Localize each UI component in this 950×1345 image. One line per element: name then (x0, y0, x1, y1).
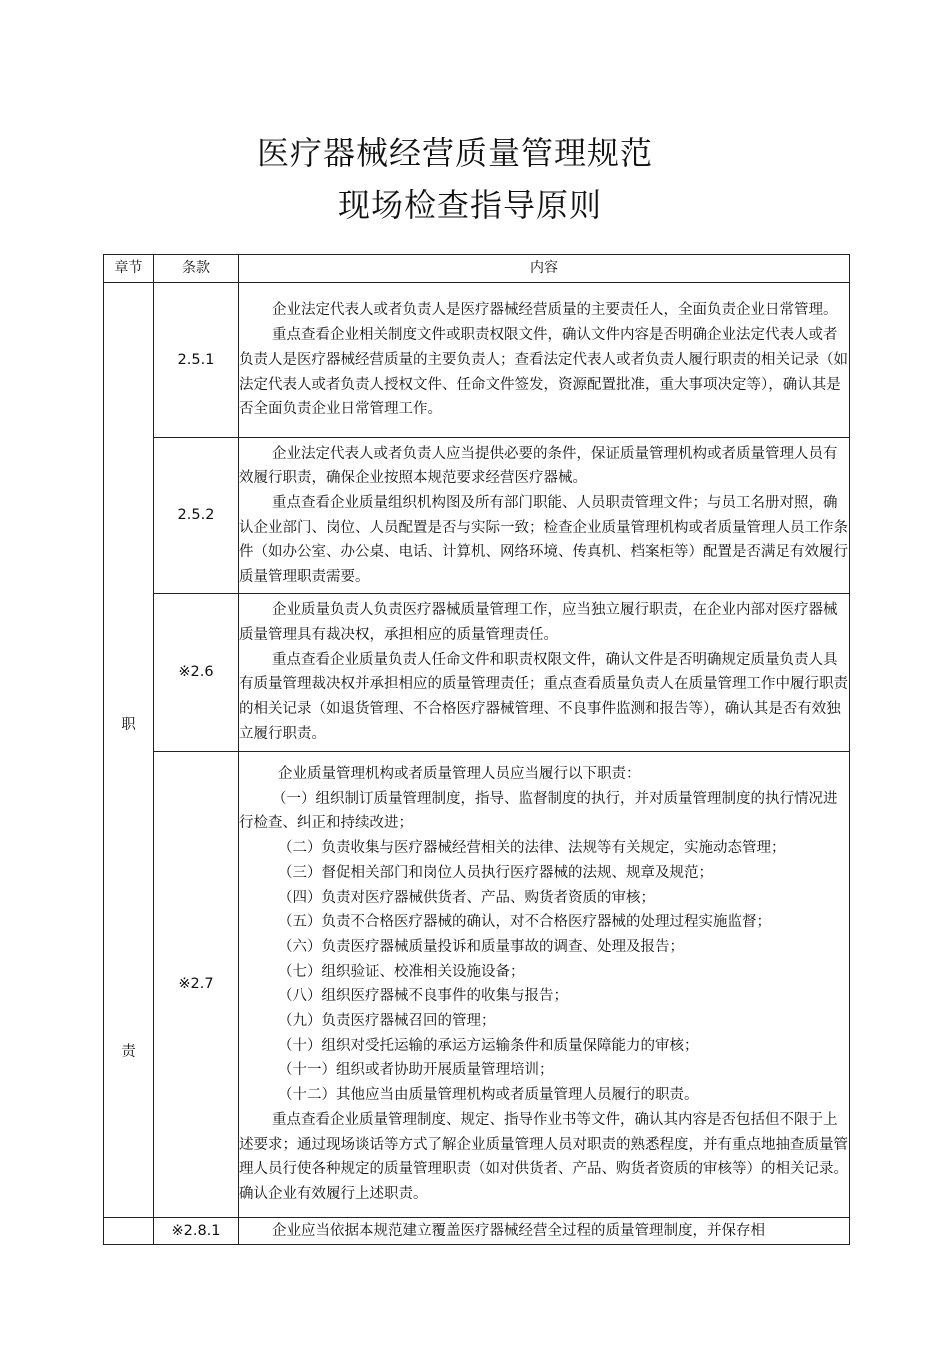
list-item: （七）组织验证、校准相关设施设备； (278, 963, 525, 980)
list-item: （一）组织制订质量管理制度，指导、监督制度的执行，并对质量管理制度的执行情况进行检查、纠正和持续改进； (239, 790, 838, 832)
content-paragraph: 企业质量管理机构或者质量管理人员应当履行以下职责： (278, 765, 641, 782)
header-content: 内容 (239, 255, 850, 283)
table-header-row (104, 255, 850, 283)
list-item: （八）组织医疗器械不良事件的收集与报告； (278, 988, 568, 1005)
content-paragraph: 重点查看企业质量负责人任命文件和职责权限文件，确认文件是否明确规定质量负责人具有质量管理裁决权并承担相应的质量管理责任；重点查看质量负责人在质量管理工作中履行职责的相关记录（如退货管理、不合格医疗器械管理、不良事件监测和报告等），确认其是否有效独立履行职责。 (239, 651, 848, 742)
table-row (104, 283, 850, 438)
table-row (104, 751, 850, 1217)
list-item: （二）负责收集与医疗器械经营相关的法律、法规等有关规定，实施动态管理； (278, 840, 786, 857)
document-title-line2: 现场检查指导原则 (337, 186, 602, 224)
content-cell (239, 283, 850, 438)
list-item: （十二）其他应当由质量管理机构或者质量管理人员履行的职责。 (278, 1087, 699, 1104)
clause-number: 2.5.2 (154, 438, 239, 594)
document-title-line1: 医疗器械经营质量管理规范 (256, 134, 653, 172)
content-cell (239, 594, 850, 752)
header-clause: 条款 (154, 255, 239, 283)
clause-number: ※2.8.1 (154, 1218, 239, 1245)
chapter-cell-empty (104, 1218, 154, 1245)
clause-number: ※2.6 (154, 594, 239, 752)
content-paragraph: 企业法定代表人或者负责人是医疗器械经营质量的主要责任人，全面负责企业日常管理。 (272, 302, 838, 319)
content-cell (239, 1218, 850, 1245)
list-item: （六）负责医疗器械质量投诉和质量事故的调查、处理及报告； (278, 938, 684, 955)
content-paragraph: 企业应当依据本规范建立覆盖医疗器械经营全过程的质量管理制度，并保存相 (272, 1222, 765, 1239)
table-row (104, 1218, 850, 1245)
chapter-cell (104, 283, 154, 1218)
content-cell (239, 751, 850, 1217)
list-item: （四）负责对医疗器械供货者、产品、购货者资质的审核； (278, 889, 655, 906)
content-paragraph: 重点查看企业质量组织机构图及所有部门职能、人员职责管理文件；与员工名册对照，确认企业部门、岗位、人员配置是否与实际一致；检查企业质量管理机构或者质量管理人员工作条件（如办公室、办公桌、电话、计算机、网络环境、传真机、档案柜等）配置是否满足有效履行质量管理职责需要。 (239, 495, 848, 586)
table-row (104, 594, 850, 752)
list-item: （十一）组织或者协助开展质量管理培训； (278, 1062, 554, 1079)
content-paragraph: 企业法定代表人或者负责人应当提供必要的条件，保证质量管理机构或者质量管理人员有效履行职责，确保企业按照本规范要求经营医疗器械。 (239, 445, 838, 487)
content-paragraph: 重点查看企业相关制度文件或职责权限文件，确认文件内容是否明确企业法定代表人或者负责人是医疗器械经营质量的主要负责人；查看法定代表人或者负责人履行职责的相关记录（如法定代表人或者负责人授权文件、任命文件签发，资源配置批准，重大事项决定等），确认其是否全面负责企业日常管理工作。 (239, 327, 848, 418)
clause-number: 2.5.1 (154, 283, 239, 438)
clause-number: ※2.7 (154, 751, 239, 1217)
content-cell (239, 438, 850, 594)
list-item: （九）负责医疗器械召回的管理； (278, 1013, 496, 1030)
content-paragraph: 重点查看企业质量管理制度、规定、指导作业书等文件，确认其内容是否包括但不限于上述要求；通过现场谈话等方式了解企业质量管理人员对职责的熟悉程度，并有重点地抽查质量管理人员行使各种规定的质量管理职责（如对供货者、产品、购货者资质的审核等）的相关记录。确认企业有效履行上述职责。 (239, 1111, 848, 1202)
chapter-char: 责 (121, 1044, 136, 1060)
list-item: （五）负责不合格医疗器械的确认，对不合格医疗器械的处理过程实施监督； (278, 914, 771, 931)
table-row (104, 438, 850, 594)
header-chapter: 章节 (104, 255, 154, 283)
list-item: （三）督促相关部门和岗位人员执行医疗器械的法规、规章及规范； (278, 864, 713, 881)
inspection-table (103, 254, 850, 1245)
chapter-char: 职 (121, 717, 136, 733)
content-paragraph: 企业质量负责人负责医疗器械质量管理工作，应当独立履行职责，在企业内部对医疗器械质量管理具有裁决权，承担相应的质量管理责任。 (239, 602, 838, 643)
list-item: （十）组织对受托运输的承运方运输条件和质量保障能力的审核； (278, 1037, 699, 1054)
